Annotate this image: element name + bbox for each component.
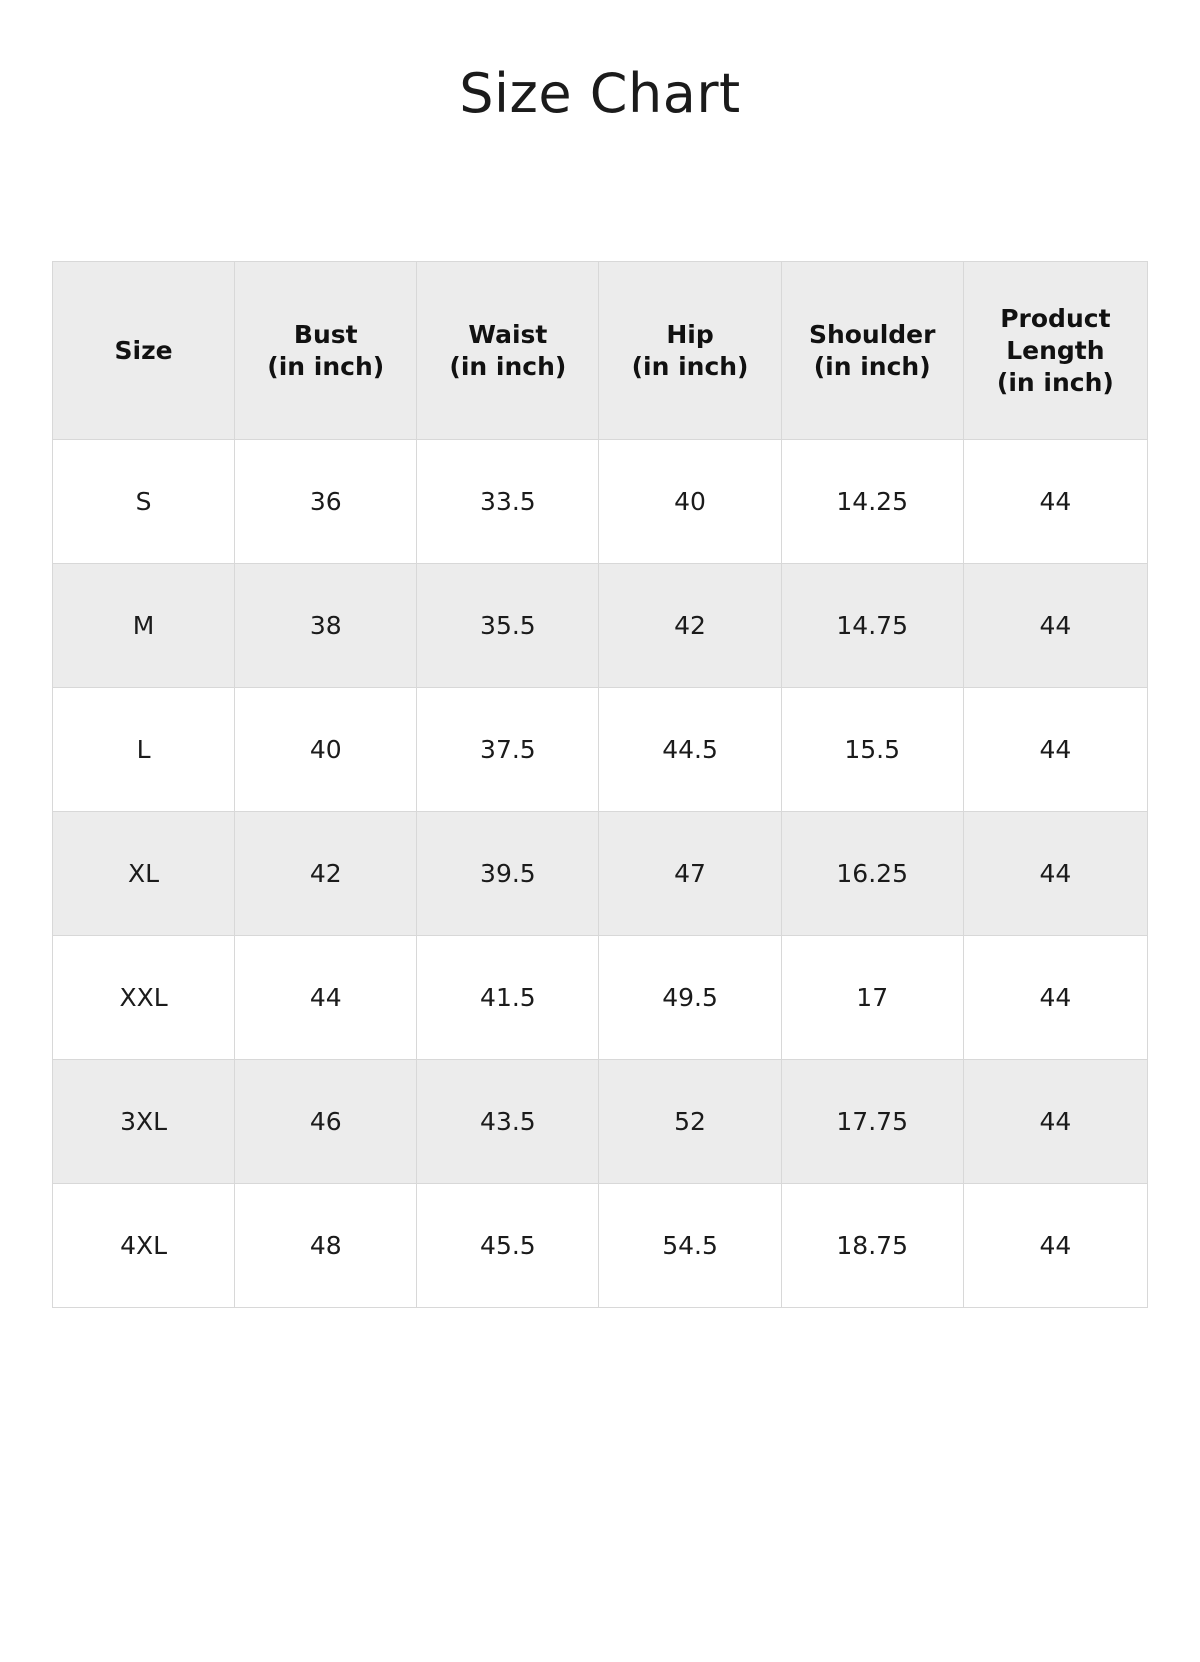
cell-product-length: 44 — [963, 440, 1147, 564]
cell-shoulder: 14.25 — [781, 440, 963, 564]
column-header-hip: Hip (in inch) — [599, 262, 781, 440]
cell-size: S — [53, 440, 235, 564]
cell-product-length: 44 — [963, 812, 1147, 936]
table-row — [53, 1184, 1148, 1308]
cell-bust: 36 — [235, 440, 417, 564]
cell-hip: 40 — [599, 440, 781, 564]
cell-waist: 39.5 — [417, 812, 599, 936]
cell-product-length: 44 — [963, 1184, 1147, 1308]
size-chart-table — [52, 261, 1148, 1308]
cell-bust: 42 — [235, 812, 417, 936]
cell-waist: 41.5 — [417, 936, 599, 1060]
cell-shoulder: 16.25 — [781, 812, 963, 936]
page-title: Size Chart — [459, 62, 741, 125]
cell-waist: 45.5 — [417, 1184, 599, 1308]
cell-shoulder: 18.75 — [781, 1184, 963, 1308]
cell-bust: 46 — [235, 1060, 417, 1184]
table-row — [53, 564, 1148, 688]
table-header — [53, 262, 1148, 440]
cell-hip: 54.5 — [599, 1184, 781, 1308]
size-chart-table-wrapper — [52, 261, 1148, 1308]
cell-size: XXL — [53, 936, 235, 1060]
table-body — [53, 440, 1148, 1308]
table-row — [53, 440, 1148, 564]
cell-size: M — [53, 564, 235, 688]
table-row — [53, 812, 1148, 936]
table-row — [53, 1060, 1148, 1184]
cell-size: L — [53, 688, 235, 812]
cell-bust: 40 — [235, 688, 417, 812]
cell-size: 4XL — [53, 1184, 235, 1308]
cell-waist: 33.5 — [417, 440, 599, 564]
cell-hip: 49.5 — [599, 936, 781, 1060]
cell-shoulder: 14.75 — [781, 564, 963, 688]
column-header-product-length: Product Length (in inch) — [963, 262, 1147, 440]
column-header-bust: Bust (in inch) — [235, 262, 417, 440]
column-header-size: Size — [53, 262, 235, 440]
cell-hip: 42 — [599, 564, 781, 688]
cell-shoulder: 15.5 — [781, 688, 963, 812]
cell-size: 3XL — [53, 1060, 235, 1184]
cell-hip: 44.5 — [599, 688, 781, 812]
column-header-shoulder: Shoulder (in inch) — [781, 262, 963, 440]
column-header-waist: Waist (in inch) — [417, 262, 599, 440]
cell-hip: 52 — [599, 1060, 781, 1184]
cell-waist: 35.5 — [417, 564, 599, 688]
cell-product-length: 44 — [963, 688, 1147, 812]
cell-product-length: 44 — [963, 936, 1147, 1060]
cell-size: XL — [53, 812, 235, 936]
cell-waist: 37.5 — [417, 688, 599, 812]
cell-hip: 47 — [599, 812, 781, 936]
cell-bust: 38 — [235, 564, 417, 688]
cell-product-length: 44 — [963, 1060, 1147, 1184]
table-row — [53, 936, 1148, 1060]
size-chart-page — [0, 62, 1200, 1662]
cell-bust: 48 — [235, 1184, 417, 1308]
cell-product-length: 44 — [963, 564, 1147, 688]
table-header-row — [53, 262, 1148, 440]
cell-waist: 43.5 — [417, 1060, 599, 1184]
cell-shoulder: 17 — [781, 936, 963, 1060]
cell-bust: 44 — [235, 936, 417, 1060]
cell-shoulder: 17.75 — [781, 1060, 963, 1184]
table-row — [53, 688, 1148, 812]
